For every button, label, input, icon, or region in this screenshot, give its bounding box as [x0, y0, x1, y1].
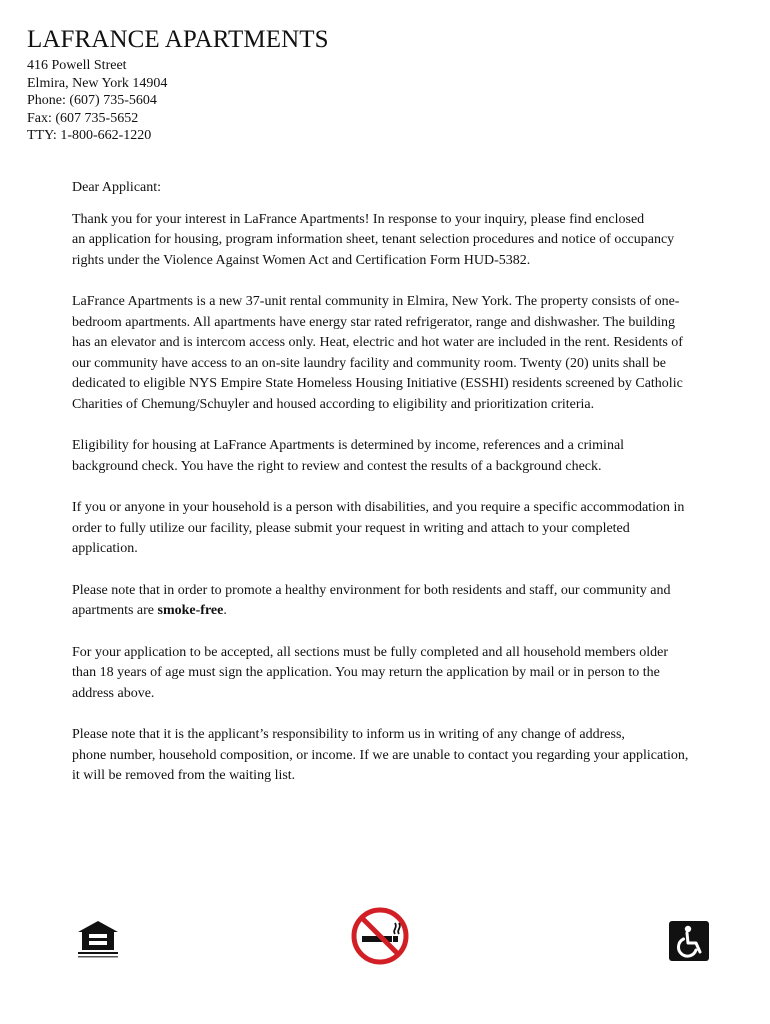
address-tty: TTY: 1-800-662-1220 — [27, 128, 152, 143]
equal-housing-opportunity-icon — [75, 918, 121, 960]
paragraph-line — [72, 601, 744, 622]
paragraph-line: an application for housing, program information sheet, tenant selection procedures and notice of occupancy — [72, 232, 675, 247]
paragraph-line: For your application to be accepted, all sections must be fully completed and all household members older — [72, 644, 669, 660]
smoke-free-suffix: . — [223, 603, 227, 618]
paragraph-line: application. — [72, 541, 138, 556]
no-smoking-icon — [350, 906, 410, 966]
address-street: 416 Powell Street — [27, 58, 127, 73]
paragraph-line: If you or anyone in your household is a person with disabilities, and you require a specific accommodation in — [72, 500, 685, 515]
smoke-free-emphasis: smoke-free — [157, 603, 224, 618]
letterhead — [27, 26, 329, 145]
paragraph-line: rights under the Violence Against Women Act and Certification Form HUD-5382. — [72, 252, 531, 268]
paragraph-intro — [72, 210, 744, 272]
paragraph-line: it will be removed from the waiting list. — [72, 768, 296, 783]
paragraph-accommodation — [72, 498, 744, 560]
paragraph-line: our community have access to an on-site laundry facility and community room. Twenty (20) units shall be — [72, 355, 667, 371]
paragraph-line: phone number, household composition, or income. If we are unable to contact you regarding your application, — [72, 747, 689, 763]
address-fax: Fax: (607 735-5652 — [27, 110, 139, 126]
paragraph-line: Please note that in order to promote a healthy environment for both residents and staff, our community and — [72, 582, 671, 598]
paragraph-line: has an elevator and is intercom access only. Heat, electric and hot water are included in the rent. Residents of — [72, 335, 683, 350]
paragraph-responsibility — [72, 725, 744, 787]
paragraph-eligibility — [72, 436, 744, 477]
salutation: Dear Applicant: — [72, 180, 162, 195]
smoke-free-prefix: apartments are — [72, 603, 158, 618]
letterhead-title: LAFRANCE APARTMENTS — [27, 26, 329, 53]
paragraph-line: Charities of Chemung/Schuyler and housed according to eligibility and prioritization criteria. — [72, 396, 595, 412]
paragraph-line: dedicated to eligible NYS Empire State Homeless Housing Initiative (ESSHI) residents screened by Catholic — [72, 376, 683, 391]
paragraph-line: Please note that it is the applicant’s responsibility to inform us in writing of any change of address, — [72, 727, 625, 742]
paragraph-line: background check. You have the right to review and contest the results of a background check. — [72, 458, 602, 474]
paragraph-line: bedroom apartments. All apartments have energy star rated refrigerator, range and dishwasher. The building — [72, 314, 676, 330]
address-phone: Phone: (607) 735-5604 — [27, 93, 157, 108]
paragraph-line: than 18 years of age must sign the application. You may return the application by mail or in person to the — [72, 665, 660, 680]
paragraph-line: LaFrance Apartments is a new 37-unit rental community in Elmira, New York. The property consists of one- — [72, 294, 680, 309]
wheelchair-accessible-icon — [669, 921, 709, 961]
letter-body — [72, 178, 744, 808]
paragraph-line: Eligibility for housing at LaFrance Apartments is determined by income, references and a criminal — [72, 438, 625, 453]
paragraph-line: Thank you for your interest in LaFrance Apartments! In response to your inquiry, please find enclosed — [72, 211, 645, 227]
paragraph-property — [72, 292, 744, 415]
paragraph-line: order to fully utilize our facility, please submit your request in writing and attach to your completed — [72, 520, 630, 536]
paragraph-requirements — [72, 643, 744, 705]
paragraph-line: address above. — [72, 685, 155, 701]
paragraph-smoke-free — [72, 581, 744, 622]
address-city: Elmira, New York 14904 — [27, 75, 168, 91]
